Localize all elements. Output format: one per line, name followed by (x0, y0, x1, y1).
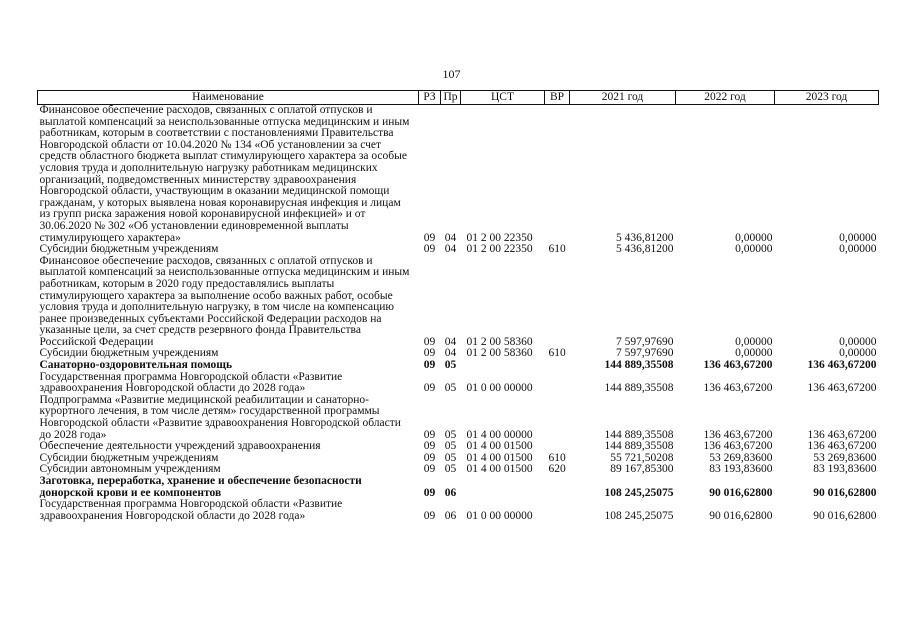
cell-name: Государственная программа Новгородской области «Развитие здравоохранения Новгородской области до 2028 года» (39, 498, 343, 522)
cell-y2023: 136 463,67200 (807, 359, 877, 372)
cell-rz: 09 (423, 440, 436, 453)
cell-vr (545, 360, 570, 372)
cell-cst (461, 476, 545, 499)
cell-rz: 09 (423, 451, 436, 464)
cell-y2023: 90 016,62800 (813, 486, 877, 499)
cell-vr: 620 (548, 463, 566, 476)
cell-cst: 01 2 00 58360 (466, 335, 533, 348)
cell-vr (545, 105, 570, 245)
header-rz: РЗ (419, 91, 441, 105)
header-2021: 2021 год (570, 91, 676, 105)
cell-y2023: 136 463,67200 (807, 382, 877, 395)
cell-y2023: 0,00000 (839, 231, 877, 244)
cell-vr (545, 476, 570, 499)
cell-cst: 01 4 00 01500 (466, 463, 533, 476)
cell-pr: 06 (444, 486, 457, 499)
cell-pr: 06 (444, 509, 457, 522)
cell-vr (545, 372, 570, 395)
cell-rz: 09 (423, 347, 436, 360)
cell-name: Заготовка, переработка, хранение и обеспечение безопасности донорской крови и ее компонентов (39, 475, 362, 499)
cell-name: Субсидии бюджетным учреждениям (39, 243, 219, 256)
cell-y2021: 89 167,85300 (610, 463, 674, 476)
cell-rz: 09 (423, 382, 436, 395)
cell-y2023: 0,00000 (839, 335, 877, 348)
cell-name: Подпрограмма «Развитие медицинской реабилитации и санаторно-курортного лечения, в том числе детям» государственной программы Новгородской области «Развитие здравоохранения Новгородской области до 2028 года» (39, 393, 401, 441)
cell-y2022: 53 269,83600 (709, 451, 773, 464)
header-vr: ВР (545, 91, 570, 105)
cell-y2023: 136 463,67200 (807, 428, 877, 441)
cell-cst: 01 4 00 01500 (466, 440, 533, 453)
table-row (38, 499, 879, 522)
cell-name: Обеспечение деятельности учреждений здравоохранения (39, 440, 321, 453)
cell-y2022: 83 193,83600 (709, 463, 773, 476)
cell-name: Санаторно-оздоровительная помощь (39, 359, 233, 372)
cell-y2021: 108 245,25075 (604, 486, 674, 499)
cell-y2022: 90 016,62800 (709, 486, 773, 499)
table-header-row (38, 91, 879, 105)
header-name: Наименование (38, 91, 419, 105)
cell-pr: 04 (444, 231, 457, 244)
cell-pr: 05 (444, 463, 457, 476)
table-row (38, 372, 879, 395)
cell-y2022: 136 463,67200 (703, 359, 773, 372)
cell-vr: 610 (548, 347, 566, 360)
cell-name: Финансовое обеспечение расходов, связанных с оплатой отпусков и выплатой компенсаций за неиспользованные отпуска медицинским и иным работникам, которым в 2020 году предоставлялись выплаты стимулирующего характера за выполнение особо важных работ, особые условия труда и дополнительную нагрузку, в том числе на компенсацию ранее произведенных субъектами Российской Федерации расходов на указанные цели, за счет средств резервного фонда Правительства Российской Федерации (39, 254, 410, 348)
header-2023: 2023 год (775, 91, 879, 105)
cell-y2023: 90 016,62800 (813, 509, 877, 522)
cell-rz: 09 (423, 335, 436, 348)
cell-y2022: 0,00000 (735, 231, 773, 244)
cell-y2022: 90 016,62800 (709, 509, 773, 522)
cell-y2021: 7 597,97690 (616, 335, 674, 348)
cell-pr: 05 (444, 359, 457, 372)
cell-vr (545, 395, 570, 441)
table-row (38, 360, 879, 372)
budget-table (37, 90, 879, 522)
cell-pr: 05 (444, 451, 457, 464)
header-2022: 2022 год (676, 91, 775, 105)
table-row (38, 395, 879, 441)
cell-y2021: 5 436,81200 (616, 231, 674, 244)
cell-rz: 09 (423, 428, 436, 441)
cell-vr (545, 256, 570, 349)
cell-y2021: 55 721,50208 (610, 451, 674, 464)
cell-y2021: 144 889,35508 (604, 359, 674, 372)
cell-vr: 610 (548, 243, 566, 256)
cell-rz: 09 (423, 359, 436, 372)
cell-cst (461, 360, 545, 372)
cell-y2021: 144 889,35508 (604, 428, 674, 441)
cell-cst: 01 2 00 22350 (466, 231, 533, 244)
cell-rz: 09 (423, 486, 436, 499)
cell-pr: 05 (444, 382, 457, 395)
cell-rz: 09 (423, 509, 436, 522)
cell-y2022: 136 463,67200 (703, 440, 773, 453)
table-row (38, 256, 879, 349)
cell-rz: 09 (423, 463, 436, 476)
cell-y2021: 5 436,81200 (616, 243, 674, 256)
cell-rz: 09 (423, 243, 436, 256)
cell-y2023: 136 463,67200 (807, 440, 877, 453)
cell-name: Субсидии бюджетным учреждениям (39, 347, 219, 360)
cell-y2023: 53 269,83600 (813, 451, 877, 464)
cell-y2021: 144 889,35508 (604, 440, 674, 453)
cell-cst: 01 2 00 58360 (466, 347, 533, 360)
cell-y2022: 0,00000 (735, 335, 773, 348)
cell-name: Субсидии автономным учреждениям (39, 463, 221, 476)
cell-y2021: 7 597,97690 (616, 347, 674, 360)
cell-vr (545, 499, 570, 522)
cell-y2023: 0,00000 (839, 347, 877, 360)
cell-pr: 04 (444, 243, 457, 256)
cell-cst: 01 4 00 01500 (466, 451, 533, 464)
cell-cst: 01 0 00 00000 (466, 382, 533, 395)
cell-y2023: 83 193,83600 (813, 463, 877, 476)
page-number: 107 (442, 67, 461, 81)
cell-pr: 04 (444, 335, 457, 348)
header-pr: Пр (441, 91, 461, 105)
cell-name: Финансовое обеспечение расходов, связанных с оплатой отпусков и выплатой компенсаций за неиспользованные отпуска медицинским и иным работникам, которым в соответствии с постановлениями Правительства Новгородской области от 10.04.2020 № 134 «Об установлении за счет средств областного бюджета выплат стимулирующего характера за особые условия труда и дополнительную нагрузку работникам медицинских организаций, подведомственных министерству здравоохранения Новгородской области, участвующим в оказании медицинской помощи гражданам, у которых выявлена новая коронавирусная инфекция и лицам из групп риска заражения новой коронавирусной инфекцией» и от 30.06.2020 № 302 «Об установлении единовременной выплаты стимулирующего характера» (39, 104, 410, 244)
cell-vr: 610 (548, 451, 566, 464)
table-row (38, 105, 879, 245)
cell-y2022: 0,00000 (735, 347, 773, 360)
cell-y2022: 136 463,67200 (703, 382, 773, 395)
cell-pr: 05 (444, 440, 457, 453)
header-cst: ЦСТ (461, 91, 545, 105)
table-row (38, 244, 879, 256)
cell-y2021: 144 889,35508 (604, 382, 674, 395)
table-row (38, 476, 879, 499)
cell-y2022: 0,00000 (735, 243, 773, 256)
cell-y2022: 136 463,67200 (703, 428, 773, 441)
table-body (38, 105, 879, 523)
cell-pr: 04 (444, 347, 457, 360)
cell-y2021: 108 245,25075 (604, 509, 674, 522)
cell-name: Субсидии бюджетным учреждениям (39, 451, 219, 464)
cell-rz: 09 (423, 231, 436, 244)
cell-pr: 05 (444, 428, 457, 441)
cell-cst: 01 2 00 22350 (466, 243, 533, 256)
cell-cst: 01 0 00 00000 (466, 509, 533, 522)
cell-name: Государственная программа Новгородской области «Развитие здравоохранения Новгородской области до 2028 года» (39, 370, 343, 395)
cell-cst: 01 4 00 00000 (466, 428, 533, 441)
cell-y2023: 0,00000 (839, 243, 877, 256)
